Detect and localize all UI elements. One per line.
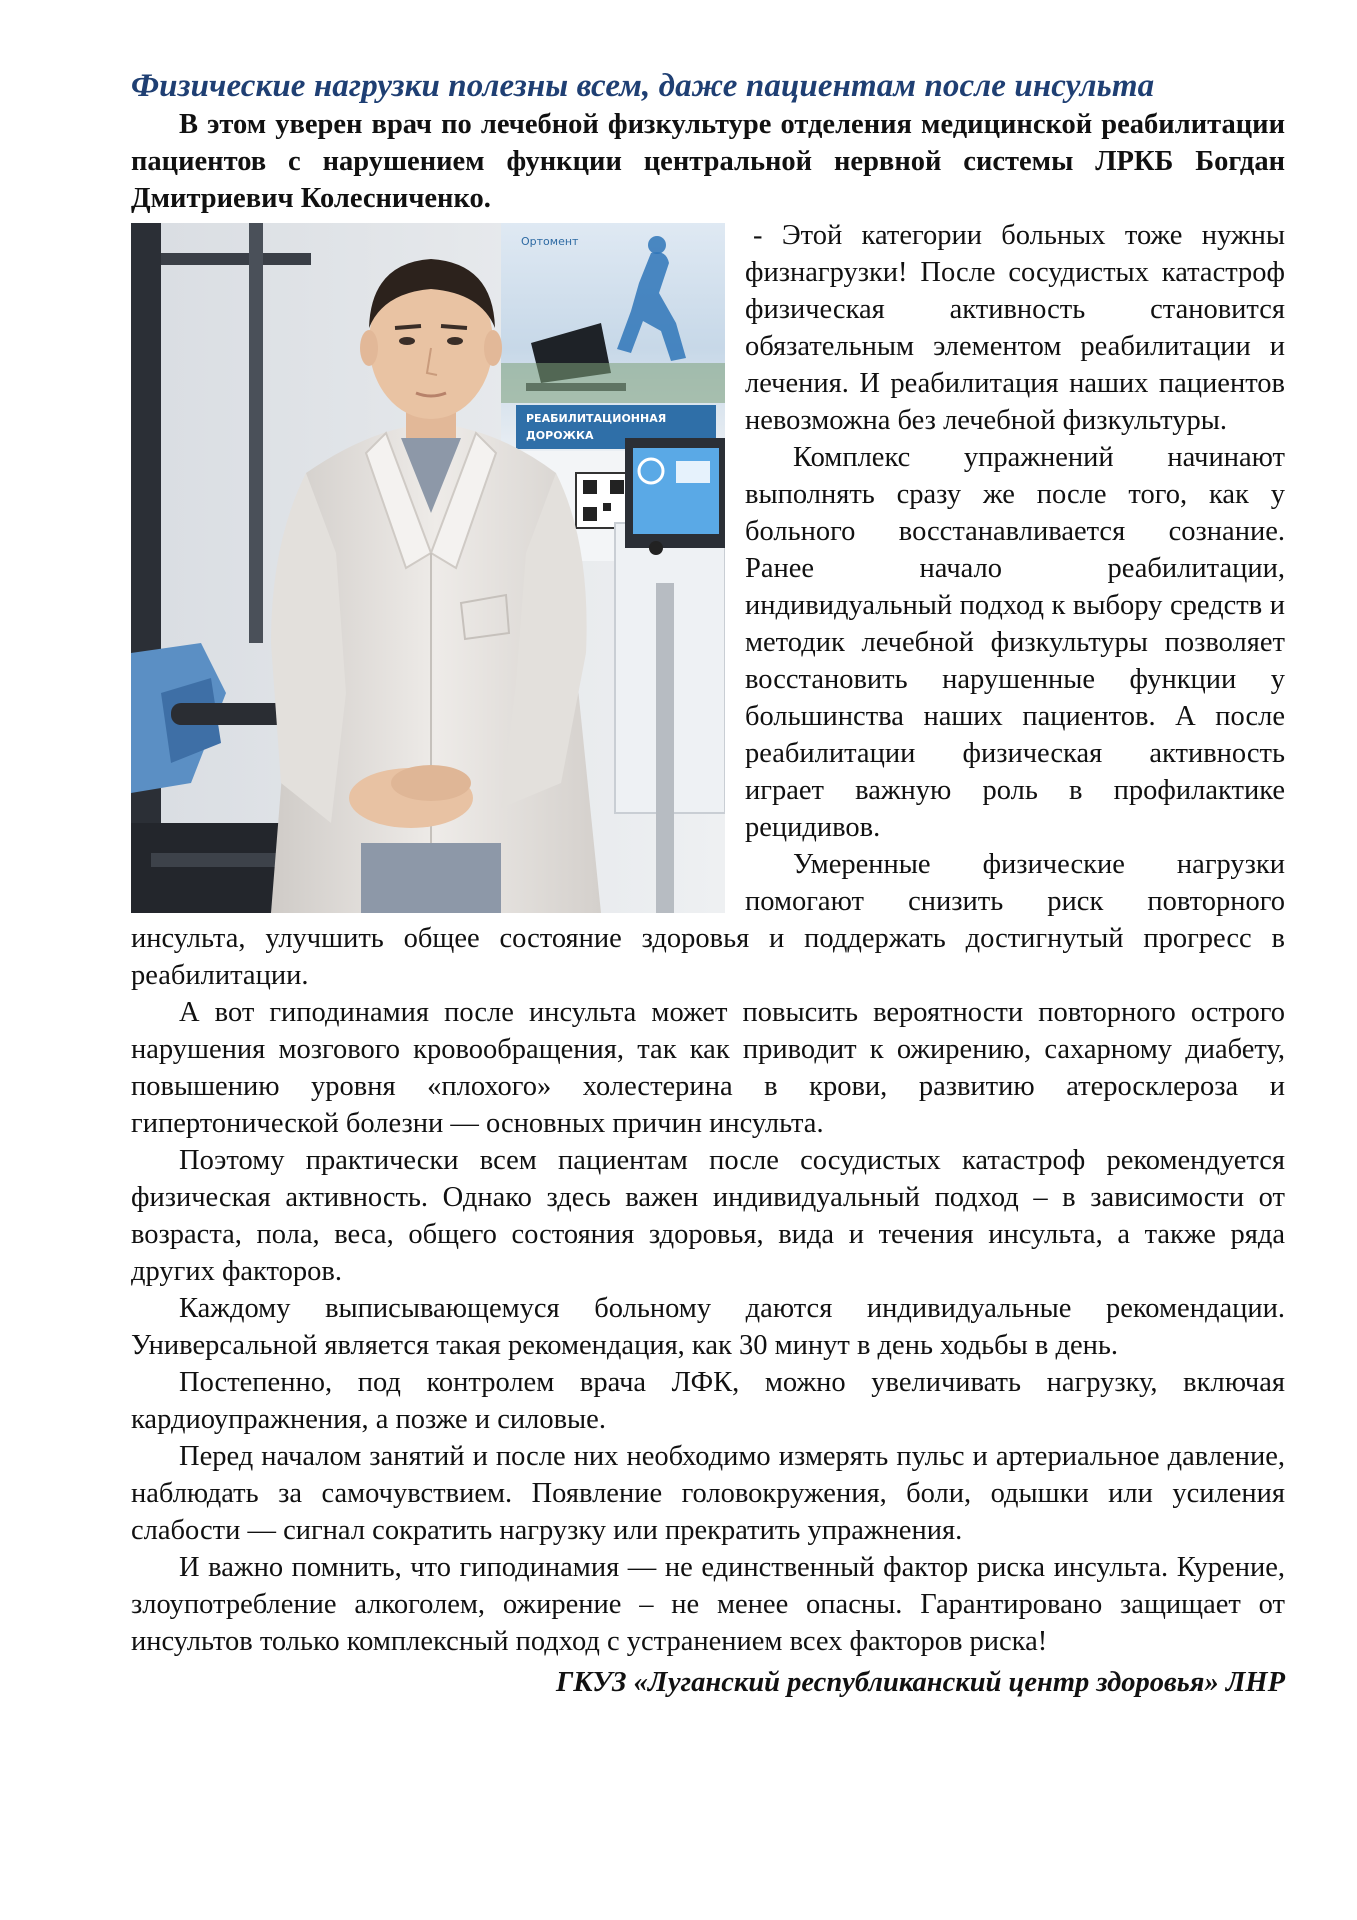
paragraph-1: - Этой категории больных тоже нужны физнагрузки! После сосудистых катастроф физическая активность становится обязательным элементом реабилитации и лечения. И реабилитация наших пациентов невозможна без лечебной физкультуры. [745,220,1285,436]
paragraph-3: Умеренные физические нагрузки помогают снизить риск повторного инсульта, улучшить общее состояние здоровья и поддержать достигнутый прогресс в реабилитации. [131,849,1285,991]
paragraph-6: Каждому выписывающемуся больному даются индивидуальные рекомендации. Универсальной является такая рекомендация, как 30 минут в день ходьбы в день. [131,1293,1285,1361]
article-title: Физические нагрузки полезны всем, даже пациентам после инсульта [131,68,1155,104]
paragraph-5: Поэтому практически всем пациентам после сосудистых катастроф рекомендуется физическая активность. Однако здесь важен индивидуальный подход – в зависимости от возраста, пола, веса, общего состояния здоровья, вида и течения инсульта, а также ряда других факторов. [131,1145,1285,1287]
article [131,66,1285,1701]
article-signature: ГКУЗ «Луганский республиканский центр здоровья» ЛНР [556,1667,1285,1698]
article-body [131,217,1285,1660]
article-lead: В этом уверен врач по лечебной физкультуре отделения медицинской реабилитации пациентов с нарушением функции центральной нервной системы ЛРКБ Богдан Дмитриевич Колесниченко. [131,109,1285,214]
doctor-photo [131,223,725,913]
paragraph-8: Перед началом занятий и после них необходимо измерять пульс и артериальное давление, наблюдать за самочувствием. Появление головокружения, боли, одышки или усиления слабости — сигнал сократить нагрузку или прекратить упражнения. [131,1441,1285,1546]
paragraph-2: Комплекс упражнений начинают выполнять сразу же после того, как у больного восстанавливается сознание. Ранее начало реабилитации, индивидуальный подход к выбору средств и методик лечебной физкультуры позволяет восстановить нарушенные функции у большинства наших пациентов. А после реабилитации физическая активность играет важную роль в профилактике рецидивов. [745,442,1285,843]
paragraph-7: Постепенно, под контролем врача ЛФК, можно увеличивать нагрузку, включая кардиоупражнения, а позже и силовые. [131,1367,1285,1435]
doctor-photo-illustration [131,223,725,913]
banner-label-line1: РЕАБИЛИТАЦИОННАЯ [526,412,667,425]
banner-brand: Ортомент [521,235,579,248]
banner-label-line2: ДОРОЖКА [526,429,594,442]
paragraph-4: А вот гиподинамия после инсульта может повысить вероятности повторного острого нарушения мозгового кровообращения, так как приводит к ожирению, сахарному диабету, повышению уровня «плохого» холестерина в крови, развитию атеросклероза и гипертонической болезни — основных причин инсульта. [131,997,1285,1139]
paragraph-9: И важно помнить, что гиподинамия — не единственный фактор риска инсульта. Курение, злоупотребление алкоголем, ожирение – не менее опасны. Гарантировано защищает от инсультов только комплексный подход с устранением всех факторов риска! [131,1552,1285,1657]
